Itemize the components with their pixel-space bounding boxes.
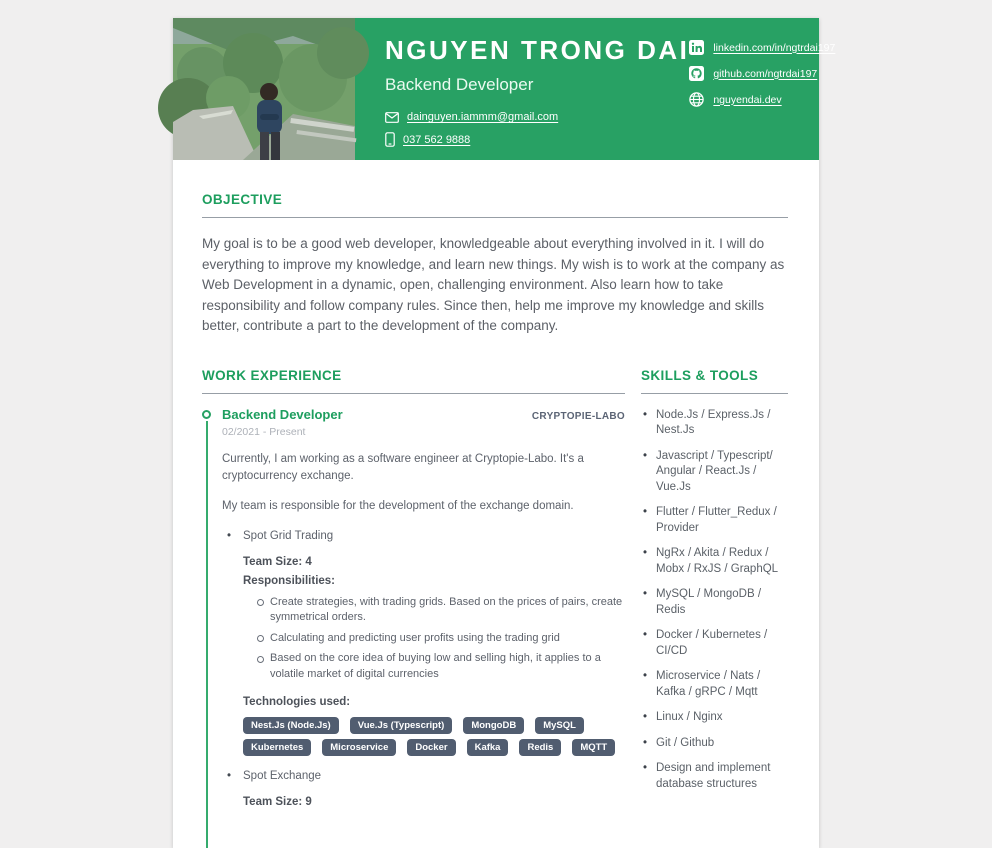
timeline-marker-icon [202, 410, 211, 419]
email-link[interactable]: dainguyen.iammm@gmail.com [407, 111, 559, 123]
envelope-icon [385, 112, 399, 123]
objective-heading: OBJECTIVE [202, 192, 283, 207]
tech-tag: Docker [407, 739, 455, 756]
github-row [689, 66, 852, 81]
resume-page [173, 18, 836, 848]
tech-tag: MongoDB [463, 717, 524, 734]
globe-icon [689, 92, 704, 107]
tech-tag: Nest.Js (Node.Js) [243, 717, 339, 734]
social-links [689, 35, 852, 160]
objective-divider [202, 217, 788, 218]
skill-item: • NgRx / Akita / Redux / Mobx / RxJS / GraphQL [641, 546, 788, 577]
linkedin-icon [689, 40, 704, 55]
responsibility-list [243, 595, 625, 683]
tech-tag: Vue.Js (Typescript) [350, 717, 453, 734]
github-icon [689, 66, 704, 81]
tech-tag: Kubernetes [243, 739, 311, 756]
team-size-label: Team Size: 9 [243, 796, 312, 808]
responsibility-item: Create strategies, with trading grids. Based on the prices of pairs, create symmetrical orders. [256, 595, 625, 626]
skill-item: • Linux / Nginx [641, 710, 788, 726]
skill-item: • Git / Github [641, 736, 788, 752]
project-name: • Spot Grid Trading [222, 530, 625, 542]
technology-tags [243, 717, 625, 756]
job-period: 02/2021 - Present [222, 425, 306, 438]
project-list [222, 530, 625, 809]
responsibility-item: Based on the core idea of buying low and selling high, it applies to a volatile market of digital currencies [256, 651, 625, 682]
profile-photo [173, 18, 355, 160]
project-item [222, 530, 625, 757]
work-experience-heading: WORK EXPERIENCE [202, 367, 342, 383]
tech-tag: Redis [519, 739, 561, 756]
team-size-label: Team Size: 4 [243, 555, 312, 568]
work-experience-section [202, 368, 625, 809]
person-name: NGUYEN TRONG DAI [385, 35, 690, 65]
experience-entry [202, 407, 625, 809]
project-item [222, 770, 625, 808]
objective-text: My goal is to be a good web developer, knowledgeable about everything involved in it. I will do everything to improve my knowledge, and learn new things. My wish is to work at the company as Web Development in a dynamic, open, challenging environment. Also learn how to take responsibility and follow company rules. Since then, help me improve my knowledge and skills better, contribute a part to the development of the company. [202, 236, 785, 333]
skills-divider [641, 393, 788, 394]
skill-item: • Flutter / Flutter_Redux / Provider [641, 505, 788, 536]
tech-tag: MQTT [572, 739, 615, 756]
skill-item: • Microservice / Nats / Kafka / gRPC / Mqtt [641, 669, 788, 700]
responsibilities-label: Responsibilities: [243, 574, 336, 587]
tech-tag: Kafka [467, 739, 509, 756]
profile-photo-illustration [173, 18, 355, 160]
person-role: Backend Developer [385, 75, 534, 94]
responsibility-item: Calculating and predicting user profits using the trading grid [256, 631, 625, 647]
phone-icon [385, 132, 395, 147]
resume-header [173, 18, 836, 160]
github-link[interactable]: github.com/ngtrdai197 [713, 67, 818, 80]
skill-item: • Design and implement database structures [641, 761, 788, 792]
skill-item: • Javascript / Typescript/ Angular / React.Js / Vue.Js [641, 449, 788, 496]
linkedin-row [689, 40, 852, 55]
resume-body [173, 160, 819, 848]
skill-item: • Node.Js / Express.Js / Nest.Js [641, 408, 788, 439]
header-identity [385, 35, 689, 160]
linkedin-link[interactable]: linkedin.com/in/ngtrdai197 [713, 41, 836, 54]
tech-tag: Microservice [322, 739, 396, 756]
phone-link[interactable]: 037 562 9888 [403, 133, 471, 146]
job-intro-paragraph: Currently, I am working as a software engineer at Cryptopie-Labo. It's a cryptocurrency exchange. [222, 452, 584, 482]
tech-tag: MySQL [535, 717, 584, 734]
technologies-label: Technologies used: [243, 696, 351, 708]
job-title: Backend Developer [222, 406, 343, 422]
project-name: • Spot Exchange [222, 770, 625, 782]
company-name: CRYPTOPIE-LABO [531, 410, 625, 422]
website-link[interactable]: nguyendai.dev [713, 93, 782, 106]
skill-list [641, 408, 788, 793]
phone-row [385, 132, 689, 147]
work-experience-divider [202, 393, 625, 394]
skill-item: • Docker / Kubernetes / CI/CD [641, 628, 788, 659]
job-intro-paragraph: My team is responsible for the development of the exchange domain. [222, 499, 574, 512]
skills-section [641, 368, 788, 809]
skills-heading: SKILLS & TOOLS [641, 367, 759, 383]
email-row [385, 111, 689, 123]
skill-item: • MySQL / MongoDB / Redis [641, 587, 788, 618]
website-row [689, 92, 852, 107]
